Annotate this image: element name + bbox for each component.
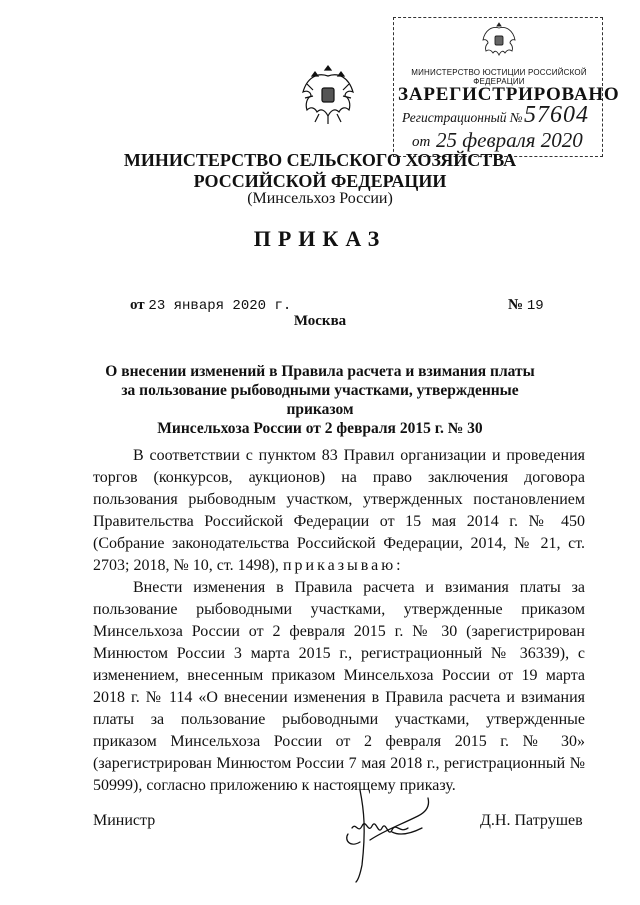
stamp-date-value: 25 февраля 2020 (436, 128, 583, 152)
order-verb: приказываю: (282, 557, 404, 574)
order-date (130, 297, 291, 314)
stamp-emblem-icon (479, 20, 519, 60)
coat-of-arms-emblem (297, 62, 359, 126)
order-number-value: 19 (526, 298, 544, 314)
stamp-registration-label: Регистрационный № (402, 110, 523, 125)
ministry-name (100, 150, 540, 192)
order-date-prefix: от (130, 297, 145, 313)
stamp-registered-label: ЗАРЕГИСТРИРОВАНО (398, 84, 620, 105)
document-body (93, 445, 585, 797)
body-paragraph-2: Внести изменения в Правила расчета и взимания платы за пользование рыбоводными участками, утвержденные приказом Минсельхоза России от 2 февраля 2015 г. № 30 (зарегистрирован Минюстом России 3 марта 2015 г., регистрационный № 36339), с изменением, внесенным приказом Минсельхоза России от 19 марта 2018 г. № 114 «О внесении изменения в Правила расчета и взимания платы за пользование рыбоводными участками, утвержденные приказом Минсельхоза России от 2 февраля 2015 г. № 30» (зарегистрирован Минюстом России 7 мая 2018 г., регистрационный № 50999), согласно приложению к настоящему приказу. (93, 579, 585, 794)
ministry-name-line1: МИНИСТЕРСТВО СЕЛЬСКОГО ХОЗЯЙСТВА (123, 150, 517, 170)
stamp-ministry-name: МИНИСТЕРСТВО ЮСТИЦИИ РОССИЙСКОЙ ФЕДЕРАЦИИ (411, 68, 587, 86)
stamp-registration-number: 57604 (524, 102, 589, 128)
order-city: Москва (293, 313, 347, 329)
order-number-prefix: № (508, 297, 524, 313)
document-title-line3: Минсельхоза России от 2 февраля 2015 г. № 30 (157, 420, 483, 437)
document-title-line1: О внесении изменений в Правила расчета и взимания платы (105, 363, 535, 380)
registration-stamp (393, 17, 620, 157)
document-title (90, 362, 550, 438)
handwritten-signature (330, 770, 460, 885)
body-paragraph-1-text: В соответствии с пунктом 83 Правил организации и проведения торгов (конкурсов, аукционов) на право заключения договора пользования рыбоводным участком, утвержденных постановлением Правительства Российской Федерации от 15 мая 2014 г. № 450 (Собрание законодательства Российской Федерации, 2014, № 21, ст. 2703; 2018, № 10, ст. 1498), (93, 447, 585, 574)
stamp-date-label: от (412, 134, 431, 150)
ministry-name-line2: РОССИЙСКОЙ ФЕДЕРАЦИИ (193, 171, 447, 191)
body-paragraph-1 (93, 445, 585, 577)
signer-name: Д.Н. Патрушев (480, 812, 583, 829)
document-type-heading: ПРИКАЗ (253, 226, 387, 251)
signer-title: Министр (93, 812, 156, 829)
order-date-value: 23 января 2020 г. (148, 298, 292, 314)
order-number (508, 297, 544, 314)
document-title-line2: за пользование рыбоводными участками, утвержденные приказом (121, 382, 519, 418)
ministry-short-name: (Минсельхоз России) (247, 190, 393, 207)
